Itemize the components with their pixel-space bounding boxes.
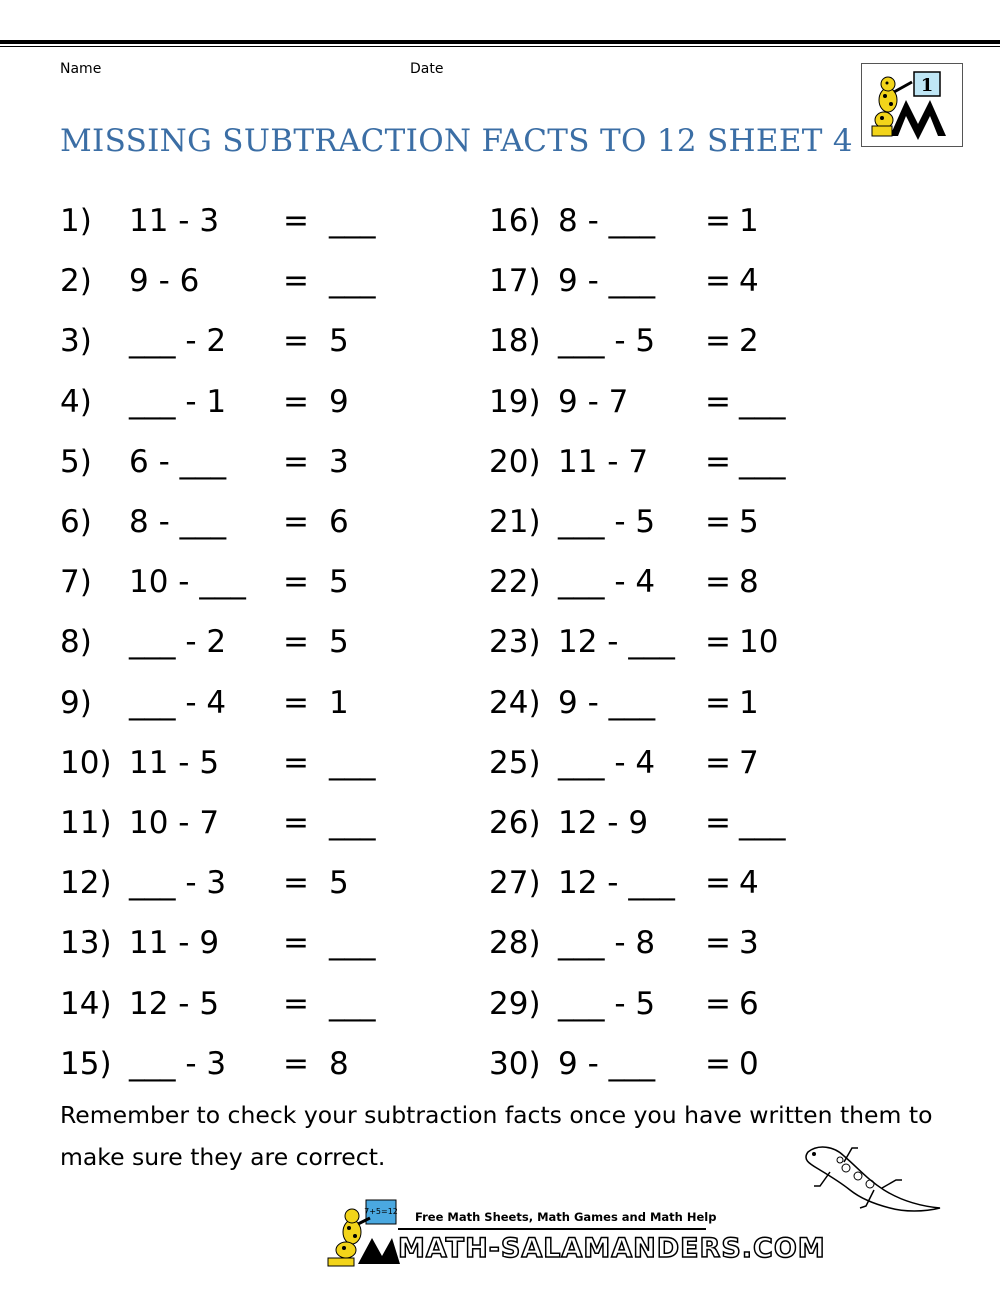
problem-expression: ___ - 1 (129, 383, 227, 420)
problem-result: ___ (739, 805, 786, 841)
problem-result: 5 (329, 323, 349, 360)
problem-expression: 12 - ___ (558, 865, 675, 902)
problem-result: ___ (329, 744, 376, 781)
problem-result: 1 (739, 684, 759, 721)
problem-expression: 9 - ___ (558, 684, 656, 721)
problem-expression: 8 - ___ (129, 504, 227, 540)
problem-number: 24) (489, 684, 541, 721)
equals-sign: = (283, 203, 309, 239)
brand-rule (398, 1228, 706, 1230)
equals-sign: = (705, 323, 731, 360)
problem-expression: 9 - 7 (558, 383, 629, 420)
equals-sign: = (283, 624, 309, 661)
problem-result: 1 (739, 203, 759, 239)
problem-expression: 10 - 7 (129, 805, 220, 841)
problem-number: 30) (489, 1045, 541, 1082)
problem-result: 4 (739, 263, 759, 300)
equals-sign: = (705, 684, 731, 721)
equals-sign: = (283, 564, 309, 601)
problem-expression: 8 - ___ (558, 203, 656, 239)
problem-result: 3 (739, 925, 759, 962)
problem-result: ___ (329, 203, 376, 239)
problem-expression: ___ - 2 (129, 624, 227, 661)
problem-expression: ___ - 3 (129, 1045, 227, 1082)
problem-result: ___ (739, 443, 786, 480)
problem-expression: 10 - ___ (129, 564, 246, 601)
problem-result: 8 (329, 1045, 349, 1082)
problem-expression: 11 - 3 (129, 203, 220, 239)
equals-sign: = (283, 925, 309, 962)
problem-expression: 9 - ___ (558, 1045, 656, 1082)
problem-result: 5 (329, 564, 349, 601)
problem-number: 29) (489, 985, 541, 1022)
problem-result: 10 (739, 624, 779, 661)
problem-expression: ___ - 5 (558, 323, 656, 360)
equals-sign: = (283, 744, 309, 781)
footer-logo-text: 7+5=12 (364, 1207, 398, 1216)
problem-expression: 11 - 5 (129, 744, 220, 781)
equals-sign: = (283, 263, 309, 300)
equals-sign: = (283, 504, 309, 540)
problem-expression: ___ - 3 (129, 865, 227, 902)
worksheet-title: MISSING SUBTRACTION FACTS TO 12 SHEET 4 (60, 123, 853, 159)
problem-expression: 11 - 9 (129, 925, 220, 962)
equals-sign: = (705, 1045, 731, 1082)
problem-result: 9 (329, 383, 349, 420)
problem-number: 20) (489, 443, 541, 480)
problem-result: 5 (329, 865, 349, 902)
equals-sign: = (705, 504, 731, 540)
problem-number: 13) (60, 925, 112, 962)
problem-result: 2 (739, 323, 759, 360)
top-rule-thin (0, 46, 1000, 47)
problem-number: 3) (60, 323, 92, 360)
reminder-text: Remember to check your subtraction facts once you have written them to make sure they are correct. (60, 1101, 933, 1171)
problem-number: 10) (60, 744, 112, 781)
problem-expression: ___ - 8 (558, 925, 656, 962)
problem-number: 12) (60, 865, 112, 902)
problem-number: 27) (489, 865, 541, 902)
equals-sign: = (705, 624, 731, 661)
problem-number: 2) (60, 263, 92, 300)
equals-sign: = (705, 985, 731, 1022)
problem-expression: ___ - 4 (558, 564, 656, 601)
equals-sign: = (283, 985, 309, 1022)
problem-result: 5 (329, 624, 349, 661)
problem-result: 8 (739, 564, 759, 601)
problem-expression: 9 - ___ (558, 263, 656, 300)
problem-number: 25) (489, 744, 541, 781)
problem-number: 14) (60, 985, 112, 1022)
problem-result: ___ (329, 263, 376, 300)
salamander-icon (800, 1140, 945, 1225)
equals-sign: = (705, 865, 731, 902)
problem-number: 17) (489, 263, 541, 300)
equals-sign: = (705, 263, 731, 300)
problem-number: 16) (489, 203, 541, 239)
problem-result: 4 (739, 865, 759, 902)
equals-sign: = (283, 383, 309, 420)
problem-result: ___ (329, 925, 376, 962)
problem-expression: 11 - 7 (558, 443, 649, 480)
problem-number: 4) (60, 383, 92, 420)
problem-expression: 9 - 6 (129, 263, 200, 300)
problem-number: 7) (60, 564, 92, 601)
problem-expression: ___ - 2 (129, 323, 227, 360)
problem-result: 7 (739, 744, 759, 781)
problem-expression: ___ - 4 (558, 744, 656, 781)
problem-result: 6 (329, 504, 349, 540)
problem-expression: ___ - 4 (129, 684, 227, 721)
problem-number: 21) (489, 504, 541, 540)
problem-result: 3 (329, 443, 349, 480)
equals-sign: = (705, 925, 731, 962)
equals-sign: = (283, 865, 309, 902)
equals-sign: = (283, 684, 309, 721)
problem-expression: 6 - ___ (129, 443, 227, 480)
problem-number: 19) (489, 383, 541, 420)
brand-tagline: Free Math Sheets, Math Games and Math Help (415, 1210, 717, 1224)
equals-sign: = (283, 805, 309, 841)
problem-number: 1) (60, 203, 92, 239)
equals-sign: = (705, 443, 731, 480)
problem-number: 23) (489, 624, 541, 661)
equals-sign: = (283, 443, 309, 480)
top-rule (0, 40, 1000, 44)
problem-result: 1 (329, 684, 349, 721)
problem-number: 8) (60, 624, 92, 661)
problem-number: 26) (489, 805, 541, 841)
problem-number: 15) (60, 1045, 112, 1082)
problem-result: ___ (329, 985, 376, 1022)
logo-badge-text: 1 (920, 75, 934, 96)
problem-expression: 12 - 9 (558, 805, 649, 841)
problem-number: 6) (60, 504, 92, 540)
problem-result: 0 (739, 1045, 759, 1082)
equals-sign: = (705, 744, 731, 781)
problem-number: 18) (489, 323, 541, 360)
problem-expression: ___ - 5 (558, 504, 656, 540)
problem-number: 11) (60, 805, 112, 841)
problem-expression: 12 - ___ (558, 624, 675, 661)
equals-sign: = (705, 203, 731, 239)
problem-number: 22) (489, 564, 541, 601)
problem-result: 5 (739, 504, 759, 540)
problem-number: 9) (60, 684, 92, 721)
brand-name: MATH-SALAMANDERS.COM (398, 1233, 826, 1264)
problem-number: 5) (60, 443, 92, 480)
equals-sign: = (705, 564, 731, 601)
equals-sign: = (705, 805, 731, 841)
problem-expression: ___ - 5 (558, 985, 656, 1022)
problem-number: 28) (489, 925, 541, 962)
salamander-logo-icon (862, 64, 962, 146)
name-label: Name (60, 61, 102, 77)
problem-result: ___ (329, 805, 376, 841)
problem-result: 6 (739, 985, 759, 1022)
equals-sign: = (283, 1045, 309, 1082)
grade-logo (861, 63, 963, 147)
problem-expression: 12 - 5 (129, 985, 220, 1022)
date-label: Date (410, 61, 444, 77)
equals-sign: = (705, 383, 731, 420)
problem-result: ___ (739, 383, 786, 420)
equals-sign: = (283, 323, 309, 360)
math-salamanders-logo-icon (322, 1198, 400, 1268)
